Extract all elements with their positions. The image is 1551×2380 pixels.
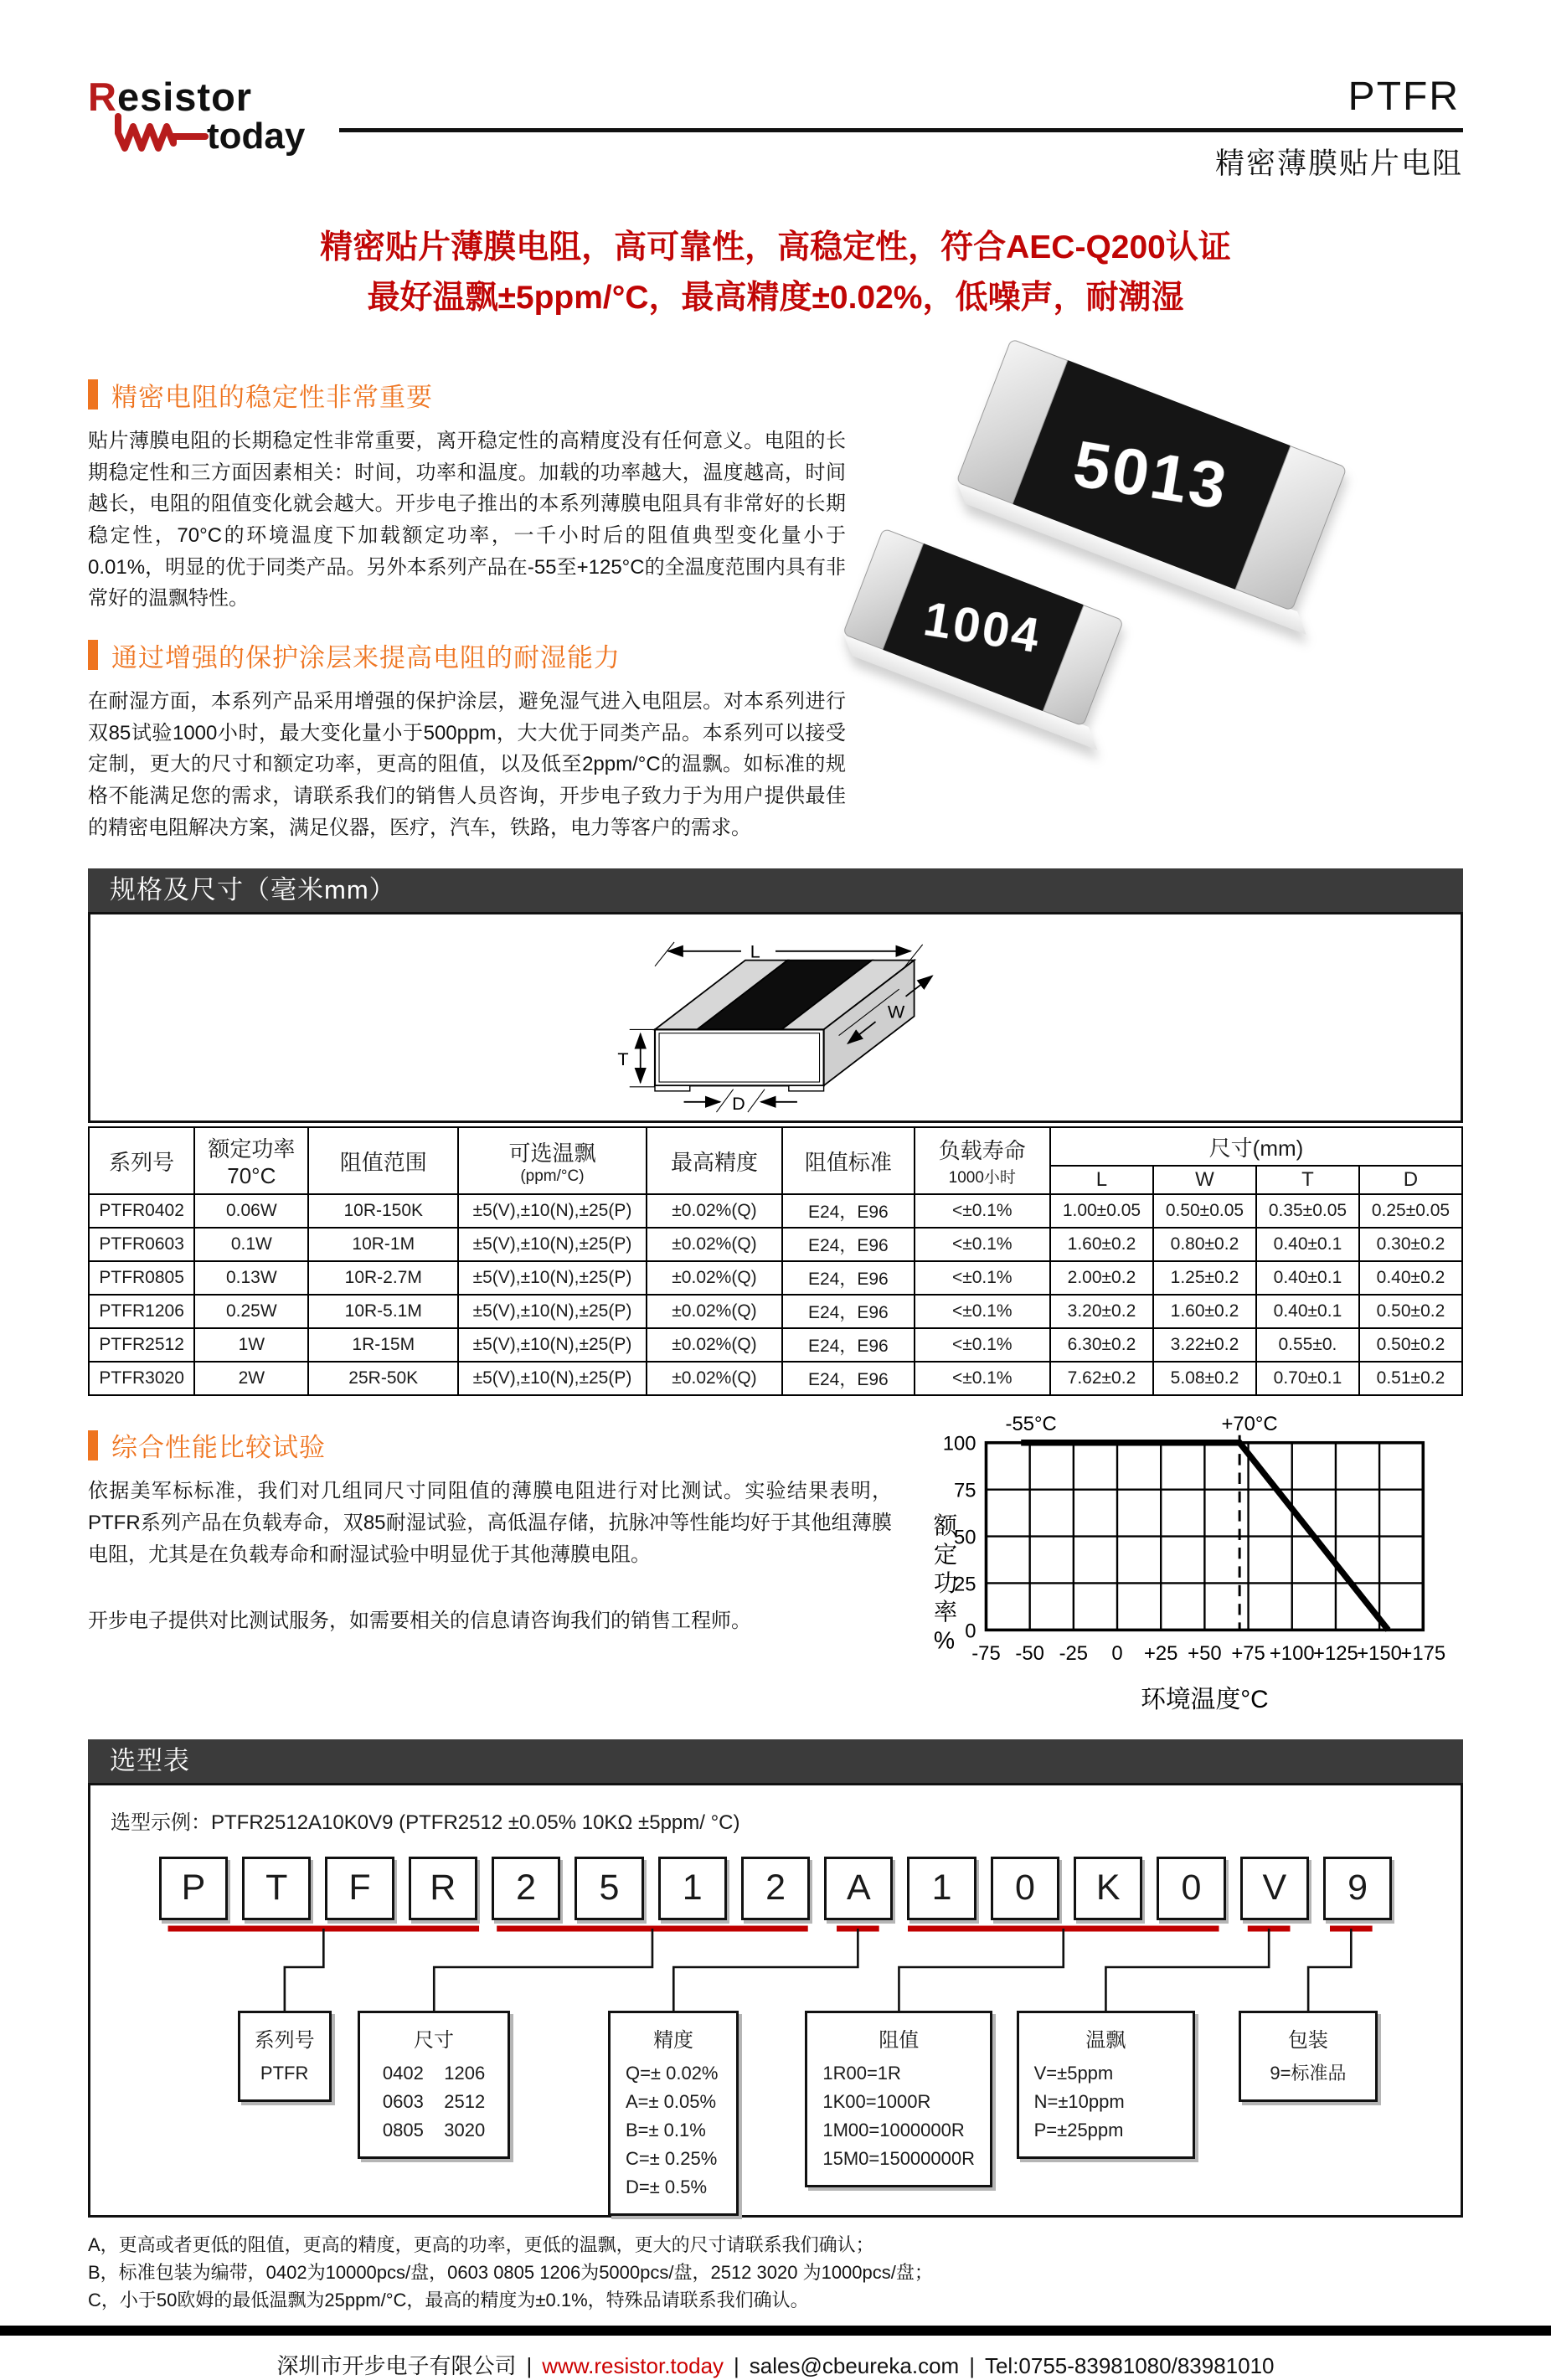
col-header-power: 额定功率 70°C <box>194 1127 308 1194</box>
spec-table-cell: 10R-2.7M <box>308 1261 458 1295</box>
footer-divider-bar <box>0 2326 1551 2336</box>
brand-logo <box>88 74 339 183</box>
footer-company: 深圳市开步电子有限公司 <box>276 2352 517 2378</box>
code-letter-box: 0 <box>1157 1857 1225 1920</box>
footnotes <box>88 2231 1463 2314</box>
spec-table-cell: ±0.02%(Q) <box>647 1228 782 1261</box>
spec-table-row <box>89 1261 1462 1295</box>
spec-table-cell: 10R-150K <box>308 1194 458 1228</box>
selection-example: 选型示例：PTFR2512A10K0V9 (PTFR2512 ±0.05% 10KΩ ±5ppm/ °C) <box>111 1811 740 1834</box>
spec-table-cell: 0.50±0.05 <box>1153 1194 1256 1228</box>
svg-text:+100: +100 <box>1269 1642 1315 1666</box>
spec-table-row <box>89 1228 1462 1261</box>
header-divider <box>339 128 1463 132</box>
spec-table-cell: <±0.1% <box>915 1362 1050 1395</box>
spec-table-cell: 0.70±0.1 <box>1256 1362 1359 1395</box>
spec-table-cell: PTFR0402 <box>89 1194 194 1228</box>
spec-table-cell: 0.80±0.2 <box>1153 1228 1256 1261</box>
spec-table-cell: ±0.02%(Q) <box>647 1295 782 1328</box>
spec-table-cell: 0.50±0.2 <box>1359 1328 1462 1362</box>
svg-text:+50: +50 <box>1188 1642 1222 1666</box>
product-subtitle: 精密薄膜贴片电阻 <box>1214 147 1463 180</box>
spec-table-cell: E24，E96 <box>782 1295 914 1328</box>
spec-table-cell: 5.08±0.2 <box>1153 1362 1256 1395</box>
legend-box-item: B=± 0.1% <box>625 2119 706 2140</box>
hero-line2: 最好温飘±5ppm/°C，最高精度±0.02%，低噪声，耐潮湿 <box>367 280 1184 317</box>
hero-banner <box>88 223 1463 324</box>
spec-table-cell: <±0.1% <box>915 1328 1050 1362</box>
spec-table-cell: E24，E96 <box>782 1261 914 1295</box>
dim-label-T: T <box>617 1048 629 1070</box>
selection-legend-box <box>1017 2011 1195 2159</box>
comparison-text <box>88 1404 892 1713</box>
spec-table-cell: <±0.1% <box>915 1261 1050 1295</box>
spec-table-cell: <±0.1% <box>915 1295 1050 1328</box>
section-title: 通过增强的保护涂层来提高电阻的耐湿能力 <box>111 642 621 672</box>
code-letter-box: T <box>242 1857 311 1920</box>
dimension-diagram <box>595 918 956 1117</box>
selection-legend-box <box>1239 2011 1378 2102</box>
spec-table-cell: 6.30±0.2 <box>1050 1328 1153 1362</box>
spec-table-cell: 3.22±0.2 <box>1153 1328 1256 1362</box>
spec-table-row <box>89 1194 1462 1228</box>
col-header-T: T <box>1256 1166 1359 1194</box>
chip-resistor-image-1004 <box>842 528 1124 726</box>
spec-table-cell: 1R-15M <box>308 1328 458 1362</box>
spec-table-cell: 3.20±0.2 <box>1050 1295 1153 1328</box>
spec-table-cell: 7.62±0.2 <box>1050 1362 1153 1395</box>
derating-chart-area <box>892 1404 1463 1713</box>
spec-table-row <box>89 1362 1462 1395</box>
code-letter-box: K <box>1074 1857 1142 1920</box>
svg-text:100: 100 <box>942 1432 976 1455</box>
chip-resistor-image-5013 <box>956 338 1347 611</box>
legend-box-item: C=± 0.25% <box>625 2147 718 2169</box>
spec-table-cell: PTFR0603 <box>89 1228 194 1261</box>
spec-table-cell: 0.30±0.2 <box>1359 1228 1462 1261</box>
spec-table-cell: 1W <box>194 1328 308 1362</box>
legend-box-title: 尺寸 <box>414 2028 455 2052</box>
comparison-section <box>88 1404 1463 1713</box>
intro-columns <box>88 354 1463 843</box>
comparison-paragraph2: 开步电子提供对比测试服务，如需要相关的信息请咨询我们的销售工程师。 <box>88 1610 751 1633</box>
spec-table-cell: 2W <box>194 1362 308 1395</box>
svg-text:+150: +150 <box>1357 1642 1402 1666</box>
svg-text:环境温度°C: 环境温度°C <box>1141 1686 1269 1714</box>
legend-box-title: 包装 <box>1287 2028 1328 2052</box>
spec-table-cell: PTFR0805 <box>89 1261 194 1295</box>
legend-box-item: Q=± 0.02% <box>625 2062 719 2084</box>
derating-chart <box>914 1408 1463 1713</box>
chip-marking: 5013 <box>1069 425 1234 523</box>
spec-table <box>88 1126 1463 1396</box>
col-header-D: D <box>1359 1166 1462 1194</box>
code-letter-box: R <box>409 1857 477 1920</box>
legend-box-title: 系列号 <box>254 2028 315 2052</box>
spec-table-cell: 10R-5.1M <box>308 1295 458 1328</box>
code-letter-box: 0 <box>991 1857 1059 1920</box>
spec-table-cell: ±5(V),±10(N),±25(P) <box>458 1328 647 1362</box>
spec-table-cell: ±0.02%(Q) <box>647 1328 782 1362</box>
col-header-series: 系列号 <box>89 1127 194 1194</box>
legend-box-item: N=±10ppm <box>1033 2090 1125 2112</box>
spec-table-cell: 0.40±0.1 <box>1256 1295 1359 1328</box>
code-letter-box: V <box>1240 1857 1309 1920</box>
section-heading-stability <box>88 376 846 414</box>
spec-table-cell: 0.25W <box>194 1295 308 1328</box>
spec-table-cell: 25R-50K <box>308 1362 458 1395</box>
col-header-dimensions: 尺寸(mm) <box>1050 1127 1462 1166</box>
spec-table-cell: E24，E96 <box>782 1228 914 1261</box>
legend-box-item: PTFR <box>260 2062 309 2084</box>
spec-table-cell: 0.1W <box>194 1228 308 1261</box>
spec-table-cell: 0.50±0.2 <box>1359 1295 1462 1328</box>
col-header-tolerance: 最高精度 <box>647 1127 782 1194</box>
section-title: 综合性能比较试验 <box>111 1433 326 1463</box>
header <box>88 0 1463 183</box>
spec-table-cell: ±5(V),±10(N),±25(P) <box>458 1194 647 1228</box>
spec-table-body <box>89 1194 1462 1395</box>
code-letter-box: A <box>824 1857 893 1920</box>
code-letter-box: 1 <box>907 1857 976 1920</box>
footer-website-link[interactable]: www.resistor.today <box>542 2352 724 2378</box>
legend-box-title: 阻值 <box>879 2028 920 2052</box>
spec-table-cell: 0.51±0.2 <box>1359 1362 1462 1395</box>
legend-box-item: 9=标准品 <box>1270 2062 1347 2084</box>
spec-table-cell: ±0.02%(Q) <box>647 1362 782 1395</box>
col-header-W: W <box>1153 1166 1256 1194</box>
spec-table-cell: ±5(V),±10(N),±25(P) <box>458 1295 647 1328</box>
spec-table-row <box>89 1328 1462 1362</box>
footnote-b: B，标准包装为编带，0402为10000pcs/盘，0603 0805 1206为5000pcs/盘，2512 3020 为1000pcs/盘； <box>88 2261 933 2283</box>
section-heading-comparison <box>88 1426 892 1464</box>
svg-text:0: 0 <box>965 1620 976 1643</box>
spec-table-cell: 10R-1M <box>308 1228 458 1261</box>
spec-table-cell: 0.06W <box>194 1194 308 1228</box>
resistor-zigzag-icon <box>111 115 212 158</box>
svg-text:-75: -75 <box>971 1642 1001 1666</box>
dim-label-L: L <box>750 940 760 962</box>
dim-label-D: D <box>732 1093 745 1115</box>
selection-section-bar: 选型表 <box>88 1739 1463 1783</box>
footer: 深圳市开步电子有限公司 | www.resistor.today | sales@cbeureka.com | Tel:0755-83981080/83981010 <box>276 2352 1275 2378</box>
orange-bar-icon <box>88 1430 98 1460</box>
product-photo-area <box>846 354 1463 843</box>
spec-table-cell: 0.13W <box>194 1261 308 1295</box>
front-terminal <box>655 1086 690 1091</box>
spec-table-cell: ±5(V),±10(N),±25(P) <box>458 1362 647 1395</box>
spec-section-bar: 规格及尺寸（毫米mm） <box>88 868 1463 912</box>
code-letter-box: 9 <box>1323 1857 1392 1920</box>
moisture-paragraph: 在耐湿方面，本系列产品采用增强的保护涂层，避免湿气进入电阻层。对本系列进行双85试验1000小时，最大变化量小于500ppm，大大优于同类产品。本系列可以接受定制，更大的尺寸和额定功率，更高的阻值，以及低至2ppm/°C的温飘。如标准的规格不能满足您的需求，请联系我们的销售人员咨询，开步电子致力于为用户提供最佳的精密电阻解决方案，满足仪器，医疗，汽车，铁路，电力等客户的需求。 <box>88 689 846 839</box>
spec-table-cell: E24，E96 <box>782 1362 914 1395</box>
dimension-diagram-box <box>88 912 1463 1123</box>
product-code: PTFR <box>1347 75 1460 119</box>
spec-table-cell: 0.25±0.05 <box>1359 1194 1462 1228</box>
footer-email[interactable]: sales@cbeureka.com <box>749 2352 960 2378</box>
spec-table-cell: ±5(V),±10(N),±25(P) <box>458 1261 647 1295</box>
chip-marking: 1004 <box>920 590 1046 664</box>
legend-box-item: D=± 0.5% <box>625 2176 708 2197</box>
part-number-code-row <box>159 1857 1392 1920</box>
spec-table-cell: 2.00±0.2 <box>1050 1261 1153 1295</box>
legend-box-item: A=± 0.05% <box>625 2090 717 2112</box>
selection-legend-box <box>358 2011 510 2159</box>
spec-table-cell: 1.60±0.2 <box>1153 1295 1256 1328</box>
code-letter-box: 1 <box>658 1857 727 1920</box>
legend-box-item: 1R00=1R <box>822 2062 901 2084</box>
hero-line1: 精密贴片薄膜电阻，高可靠性，高稳定性，符合AEC-Q200认证 <box>320 229 1231 265</box>
svg-text:+75: +75 <box>1231 1642 1265 1666</box>
footnote-a: A，更高或者更低的阻值，更高的精度，更高的功率，更低的温飘，更大的尺寸请联系我们确认； <box>88 2233 874 2255</box>
selection-connectors <box>159 1924 1392 2011</box>
spec-table-head <box>89 1127 1462 1194</box>
svg-text:-50: -50 <box>1015 1642 1044 1666</box>
code-letter-box: 5 <box>575 1857 643 1920</box>
legend-box-item: 0603 2512 <box>382 2090 486 2112</box>
legend-box-item: 15M0=15000000R <box>822 2147 975 2169</box>
svg-text:额定功率%: 额定功率% <box>933 1512 958 1656</box>
svg-text:+70°C: +70°C <box>1221 1413 1278 1436</box>
svg-text:50: 50 <box>954 1526 976 1549</box>
section-heading-moisture <box>88 636 846 674</box>
svg-text:+25: +25 <box>1143 1642 1178 1666</box>
dim-label-W: W <box>887 1001 905 1023</box>
section-title: 精密电阻的稳定性非常重要 <box>111 382 433 412</box>
front-face <box>655 1030 824 1086</box>
svg-text:+125: +125 <box>1313 1642 1358 1666</box>
logo-text-resistor: Resistor <box>88 75 253 119</box>
stability-paragraph: 贴片薄膜电阻的长期稳定性非常重要，离开稳定性的高精度没有任何意义。电阻的长期稳定性和三方面因素相关：时间，功率和温度。加载的功率越大，温度越高，时间越长，电阻的阻值变化就会越大。开步电子推出的本系列薄膜电阻具有非常好的长期稳定性，70°C的环境温度下加载额定功率，一千小时后的阻值典型变化量小于0.01%，明显的优于同类产品。另外本系列产品在-55至+125°C的全温度范围内具有非常好的温飘特性。 <box>88 429 846 610</box>
legend-box-item: V=±5ppm <box>1033 2062 1114 2084</box>
svg-text:+175: +175 <box>1400 1642 1446 1666</box>
logo-text-today: today <box>207 116 306 157</box>
col-header-tcr: 可选温飘 (ppm/°C) <box>458 1127 647 1194</box>
spec-table-cell: 0.40±0.2 <box>1359 1261 1462 1295</box>
orange-bar-icon <box>88 379 98 410</box>
svg-text:-25: -25 <box>1059 1642 1089 1666</box>
spec-table-cell: E24，E96 <box>782 1194 914 1228</box>
legend-box-item: 0805 3020 <box>382 2119 486 2140</box>
legend-box-item: P=±25ppm <box>1033 2119 1124 2140</box>
header-right <box>339 74 1463 183</box>
col-header-life: 负载寿命 1000小时 <box>915 1127 1050 1194</box>
svg-text:75: 75 <box>954 1479 976 1502</box>
col-header-range: 阻值范围 <box>308 1127 458 1194</box>
legend-box-title: 精度 <box>653 2028 694 2052</box>
spec-table-cell: 0.35±0.05 <box>1256 1194 1359 1228</box>
spec-table-cell: ±0.02%(Q) <box>647 1261 782 1295</box>
selection-legend-box <box>238 2011 332 2102</box>
intro-text-column <box>88 354 846 843</box>
code-letter-box: P <box>159 1857 228 1920</box>
spec-table-cell: PTFR1206 <box>89 1295 194 1328</box>
orange-bar-icon <box>88 640 98 670</box>
legend-box-item: 1M00=1000000R <box>822 2119 965 2140</box>
svg-text:25: 25 <box>954 1573 976 1596</box>
col-header-standard: 阻值标准 <box>782 1127 914 1194</box>
spec-table-cell: ±0.02%(Q) <box>647 1194 782 1228</box>
selection-box <box>88 1783 1463 2218</box>
svg-text:-55°C: -55°C <box>1005 1413 1057 1436</box>
selection-legend-box <box>805 2011 992 2187</box>
code-letter-box: F <box>325 1857 394 1920</box>
spec-table-cell: 1.25±0.2 <box>1153 1261 1256 1295</box>
spec-table-cell: <±0.1% <box>915 1228 1050 1261</box>
col-header-L: L <box>1050 1166 1153 1194</box>
spec-table-cell: 0.40±0.1 <box>1256 1228 1359 1261</box>
legend-box-item: 0402 1206 <box>382 2062 486 2084</box>
footnote-c: C，小于50欧姆的最低温飘为25ppm/°C，最高的精度为±0.1%，特殊品请联系我们确认。 <box>88 2289 809 2310</box>
front-terminal <box>789 1086 824 1091</box>
footer-telephone: Tel:0755-83981080/83981010 <box>984 2352 1275 2378</box>
comparison-paragraph1: 依据美军标标准，我们对几组同尺寸同阻值的薄膜电阻进行对比测试。实验结果表明，PTFR系列产品在负载寿命，双85耐湿试验，高低温存储，抗脉冲等性能均好于其他组薄膜电阻，尤其是在负载寿命和耐湿试验中明显优于其他薄膜电阻。 <box>88 1480 892 1566</box>
selection-legend-box <box>608 2011 739 2216</box>
spec-table-cell: 1.60±0.2 <box>1050 1228 1153 1261</box>
spec-table-cell: 1.00±0.05 <box>1050 1194 1153 1228</box>
spec-table-cell: PTFR2512 <box>89 1328 194 1362</box>
selection-legend-boxes <box>159 2011 1392 2197</box>
spec-table-cell: 0.40±0.1 <box>1256 1261 1359 1295</box>
spec-table-cell: 0.55±0. <box>1256 1328 1359 1362</box>
code-letter-box: 2 <box>741 1857 810 1920</box>
spec-table-row <box>89 1295 1462 1328</box>
code-letter-box: 2 <box>492 1857 560 1920</box>
legend-box-item: 1K00=1000R <box>822 2090 931 2112</box>
legend-box-title: 温飘 <box>1085 2028 1126 2052</box>
svg-text:0: 0 <box>1111 1642 1123 1666</box>
spec-table-cell: E24，E96 <box>782 1328 914 1362</box>
spec-table-cell: <±0.1% <box>915 1194 1050 1228</box>
spec-table-cell: ±5(V),±10(N),±25(P) <box>458 1228 647 1261</box>
spec-table-cell: PTFR3020 <box>89 1362 194 1395</box>
